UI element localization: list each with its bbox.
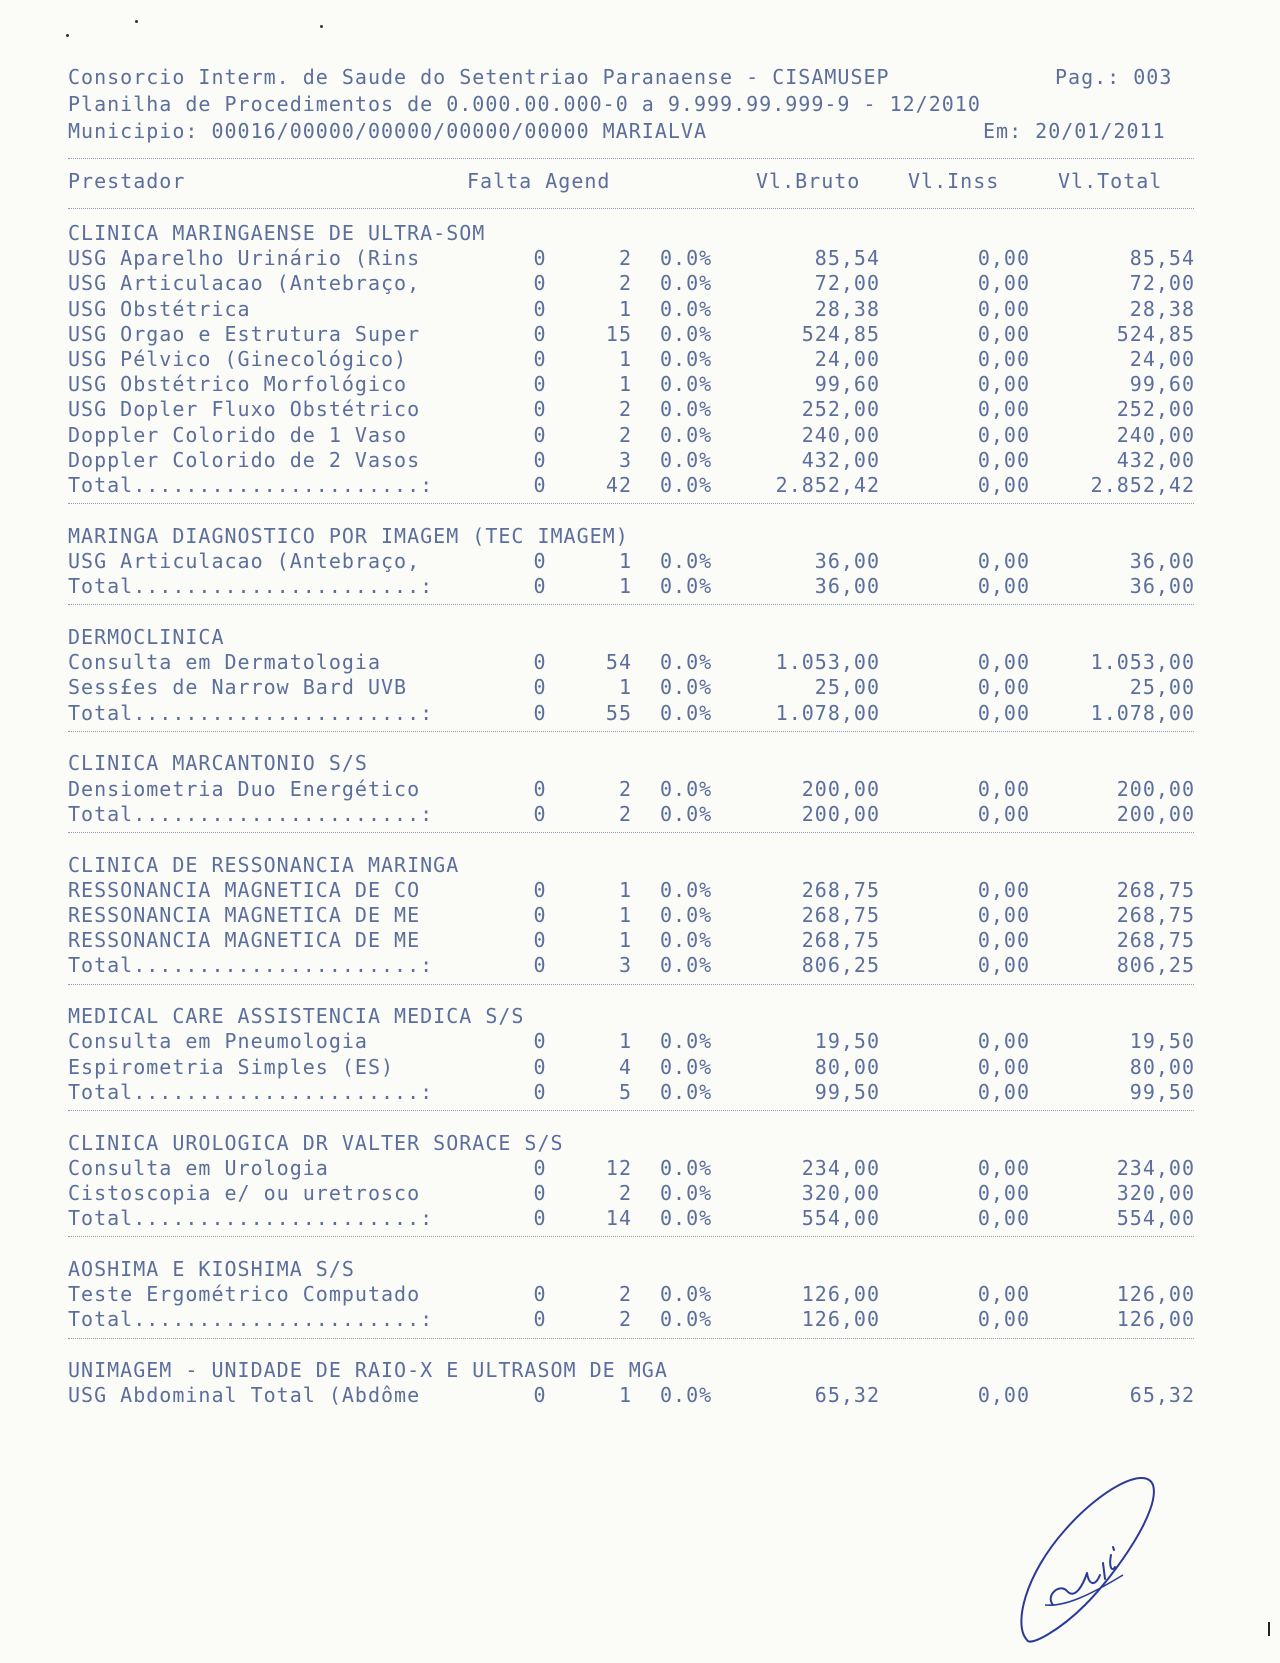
vl-bruto-value: 24,00 bbox=[814, 347, 880, 371]
percent-value: 0.0% bbox=[660, 447, 713, 472]
vl-total-value: 19,50 bbox=[1129, 1029, 1195, 1054]
falta-value: 0 bbox=[533, 372, 547, 397]
group-total-row bbox=[0, 472, 1280, 498]
procedure-row bbox=[0, 1155, 1280, 1181]
falta-value: 0 bbox=[533, 296, 547, 321]
agend-value: 3 bbox=[618, 953, 632, 978]
vl-bruto-value: 268,75 bbox=[801, 903, 880, 927]
vl-total-value: 240,00 bbox=[1116, 422, 1195, 447]
agend-value: 2 bbox=[618, 397, 632, 422]
agend-value: 55 bbox=[605, 700, 632, 725]
header-divider bbox=[68, 158, 1194, 159]
procedure-name: Espirometria Simples (ES) bbox=[68, 1054, 395, 1079]
agend-value: 1 bbox=[618, 877, 632, 902]
vl-total-value: 126,00 bbox=[1116, 1282, 1195, 1307]
vl-inss-value: 0,00 bbox=[977, 321, 1030, 346]
percent-value: 0.0% bbox=[660, 903, 713, 927]
percent-value: 0.0% bbox=[660, 1054, 713, 1079]
falta-value: 0 bbox=[533, 903, 547, 927]
group-divider bbox=[68, 1338, 1194, 1339]
vl-total-value: 252,00 bbox=[1116, 397, 1195, 422]
vl-inss-value: 0,00 bbox=[977, 675, 1030, 700]
falta-value: 0 bbox=[533, 271, 547, 296]
procedure-name: USG Abdominal Total (Abdôme bbox=[68, 1383, 421, 1408]
agend-value: 14 bbox=[605, 1206, 632, 1231]
percent-value: 0.0% bbox=[660, 397, 713, 422]
falta-value: 0 bbox=[533, 1307, 547, 1332]
procedure-name: Total......................: bbox=[68, 700, 434, 725]
agend-value: 1 bbox=[618, 347, 632, 371]
group-divider bbox=[68, 832, 1194, 833]
falta-value: 0 bbox=[533, 1029, 547, 1054]
falta-value: 0 bbox=[533, 549, 547, 573]
report-header-line2: Planilha de Procedimentos de 0.000.00.000-0 a 9.999.99.999-9 - 12/2010 bbox=[68, 92, 981, 116]
vl-inss-value: 0,00 bbox=[977, 549, 1030, 573]
provider-name: CLINICA UROLOGICA DR VALTER SORACE S/S bbox=[68, 1130, 564, 1155]
percent-value: 0.0% bbox=[660, 321, 713, 346]
group-total-row bbox=[0, 1079, 1280, 1105]
vl-inss-value: 0,00 bbox=[977, 296, 1030, 321]
vl-inss-value: 0,00 bbox=[977, 928, 1030, 953]
procedure-row bbox=[0, 877, 1280, 903]
column-header-vl-total: Vl.Total bbox=[1058, 169, 1163, 193]
vl-total-value: 65,32 bbox=[1129, 1383, 1195, 1408]
percent-value: 0.0% bbox=[660, 296, 713, 321]
agend-value: 2 bbox=[618, 271, 632, 296]
falta-value: 0 bbox=[533, 1054, 547, 1079]
agend-value: 1 bbox=[618, 574, 632, 599]
vl-bruto-value: 65,32 bbox=[814, 1383, 880, 1408]
vl-total-value: 320,00 bbox=[1116, 1181, 1195, 1205]
vl-total-value: 1.053,00 bbox=[1090, 650, 1195, 675]
group-divider bbox=[68, 1110, 1194, 1111]
column-header-prestador: Prestador bbox=[68, 169, 186, 193]
procedure-row bbox=[0, 927, 1280, 953]
vl-total-value: 234,00 bbox=[1116, 1155, 1195, 1180]
falta-value: 0 bbox=[533, 1282, 547, 1307]
vl-total-value: 99,50 bbox=[1129, 1079, 1195, 1104]
handwritten-signature bbox=[1005, 1455, 1165, 1655]
vl-inss-value: 0,00 bbox=[977, 953, 1030, 978]
vl-total-value: 1.078,00 bbox=[1090, 700, 1195, 725]
procedure-row bbox=[0, 346, 1280, 372]
vl-bruto-value: 1.053,00 bbox=[775, 650, 880, 675]
percent-value: 0.0% bbox=[660, 347, 713, 371]
percent-value: 0.0% bbox=[660, 700, 713, 725]
falta-value: 0 bbox=[533, 397, 547, 422]
agend-value: 1 bbox=[618, 675, 632, 700]
falta-value: 0 bbox=[533, 700, 547, 725]
vl-total-value: 432,00 bbox=[1116, 447, 1195, 472]
procedure-name: USG Articulacao (Antebraço, bbox=[68, 271, 421, 296]
group-divider bbox=[68, 984, 1194, 985]
falta-value: 0 bbox=[533, 1155, 547, 1180]
provider-name: CLINICA MARINGAENSE DE ULTRA-SOM bbox=[68, 221, 486, 245]
procedure-name: USG Dopler Fluxo Obstétrico bbox=[68, 397, 421, 422]
procedure-row bbox=[0, 371, 1280, 397]
agend-value: 5 bbox=[618, 1079, 632, 1104]
vl-bruto-value: 25,00 bbox=[814, 675, 880, 700]
group-divider bbox=[68, 731, 1194, 732]
vl-bruto-value: 432,00 bbox=[801, 447, 880, 472]
vl-inss-value: 0,00 bbox=[977, 271, 1030, 296]
vl-bruto-value: 200,00 bbox=[801, 776, 880, 801]
group-total-row bbox=[0, 952, 1280, 978]
procedure-name: Total......................: bbox=[68, 1079, 434, 1104]
vl-total-value: 36,00 bbox=[1129, 549, 1195, 573]
vl-inss-value: 0,00 bbox=[977, 877, 1030, 902]
procedure-row bbox=[0, 776, 1280, 802]
agend-value: 1 bbox=[618, 1029, 632, 1054]
scan-speck bbox=[135, 20, 138, 23]
group-divider bbox=[68, 1236, 1194, 1237]
agend-value: 1 bbox=[618, 549, 632, 573]
procedure-name: Total......................: bbox=[68, 953, 434, 978]
procedure-row bbox=[0, 447, 1280, 473]
percent-value: 0.0% bbox=[660, 372, 713, 397]
percent-value: 0.0% bbox=[660, 650, 713, 675]
group-total-row bbox=[0, 700, 1280, 726]
falta-value: 0 bbox=[533, 650, 547, 675]
vl-inss-value: 0,00 bbox=[977, 473, 1030, 497]
percent-value: 0.0% bbox=[660, 1155, 713, 1180]
vl-bruto-value: 268,75 bbox=[801, 877, 880, 902]
vl-bruto-value: 320,00 bbox=[801, 1181, 880, 1205]
vl-bruto-value: 1.078,00 bbox=[775, 700, 880, 725]
procedure-row bbox=[0, 1028, 1280, 1054]
procedure-row bbox=[0, 1382, 1280, 1408]
procedure-name: Cistoscopia e/ ou uretrosco bbox=[68, 1181, 421, 1205]
percent-value: 0.0% bbox=[660, 1383, 713, 1408]
report-date: Em: 20/01/2011 bbox=[983, 119, 1166, 143]
percent-value: 0.0% bbox=[660, 246, 713, 271]
agend-value: 2 bbox=[618, 1181, 632, 1205]
agend-value: 2 bbox=[618, 246, 632, 271]
vl-total-value: 24,00 bbox=[1129, 347, 1195, 371]
agend-value: 2 bbox=[618, 776, 632, 801]
procedure-name: USG Obstétrico Morfológico bbox=[68, 372, 408, 397]
procedure-row bbox=[0, 548, 1280, 574]
procedure-row bbox=[0, 902, 1280, 928]
page-number: Pag.: 003 bbox=[1055, 65, 1173, 89]
vl-total-value: 25,00 bbox=[1129, 675, 1195, 700]
agend-value: 2 bbox=[618, 1307, 632, 1332]
procedure-name: Doppler Colorido de 2 Vasos bbox=[68, 447, 421, 472]
vl-inss-value: 0,00 bbox=[977, 776, 1030, 801]
procedure-name: Total......................: bbox=[68, 1307, 434, 1332]
percent-value: 0.0% bbox=[660, 271, 713, 296]
vl-total-value: 200,00 bbox=[1116, 776, 1195, 801]
percent-value: 0.0% bbox=[660, 776, 713, 801]
procedure-row bbox=[0, 296, 1280, 322]
procedure-name: Total......................: bbox=[68, 574, 434, 599]
falta-value: 0 bbox=[533, 246, 547, 271]
vl-inss-value: 0,00 bbox=[977, 372, 1030, 397]
percent-value: 0.0% bbox=[660, 928, 713, 953]
provider-name: DERMOCLINICA bbox=[68, 625, 225, 649]
vl-total-value: 268,75 bbox=[1116, 903, 1195, 927]
falta-value: 0 bbox=[533, 776, 547, 801]
vl-bruto-value: 126,00 bbox=[801, 1307, 880, 1332]
procedure-name: RESSONANCIA MAGNETICA DE ME bbox=[68, 928, 421, 953]
procedure-name: Doppler Colorido de 1 Vaso bbox=[68, 422, 408, 447]
agend-value: 1 bbox=[618, 1383, 632, 1408]
agend-value: 42 bbox=[605, 473, 632, 497]
scan-speck bbox=[66, 34, 69, 37]
vl-total-value: 72,00 bbox=[1129, 271, 1195, 296]
vl-total-value: 36,00 bbox=[1129, 574, 1195, 599]
falta-value: 0 bbox=[533, 347, 547, 371]
procedure-name: USG Pélvico (Ginecológico) bbox=[68, 347, 408, 371]
agend-value: 1 bbox=[618, 928, 632, 953]
provider-name: AOSHIMA E KIOSHIMA S/S bbox=[68, 1257, 355, 1281]
vl-bruto-value: 28,38 bbox=[814, 296, 880, 321]
vl-inss-value: 0,00 bbox=[977, 1155, 1030, 1180]
vl-bruto-value: 554,00 bbox=[801, 1206, 880, 1231]
provider-name: MEDICAL CARE ASSISTENCIA MEDICA S/S bbox=[68, 1004, 525, 1029]
report-header-municipio: Municipio: 00016/00000/00000/00000/00000 MARIALVA bbox=[68, 119, 708, 143]
procedure-name: RESSONANCIA MAGNETICA DE CO bbox=[68, 877, 421, 902]
procedure-name: Consulta em Urologia bbox=[68, 1155, 329, 1180]
column-header-vl-bruto: Vl.Bruto bbox=[756, 169, 861, 193]
falta-value: 0 bbox=[533, 447, 547, 472]
percent-value: 0.0% bbox=[660, 1029, 713, 1054]
vl-bruto-value: 19,50 bbox=[814, 1029, 880, 1054]
vl-inss-value: 0,00 bbox=[977, 1307, 1030, 1332]
agend-value: 15 bbox=[605, 321, 632, 346]
procedure-row bbox=[0, 1054, 1280, 1080]
group-total-row bbox=[0, 573, 1280, 599]
vl-inss-value: 0,00 bbox=[977, 1054, 1030, 1079]
vl-inss-value: 0,00 bbox=[977, 422, 1030, 447]
procedure-name: Teste Ergométrico Computado bbox=[68, 1282, 421, 1307]
percent-value: 0.0% bbox=[660, 1206, 713, 1231]
vl-inss-value: 0,00 bbox=[977, 1181, 1030, 1205]
group-divider bbox=[68, 503, 1194, 504]
falta-value: 0 bbox=[533, 1383, 547, 1408]
vl-total-value: 28,38 bbox=[1129, 296, 1195, 321]
falta-value: 0 bbox=[533, 574, 547, 599]
procedure-name: Total......................: bbox=[68, 473, 434, 497]
agend-value: 1 bbox=[618, 903, 632, 927]
vl-bruto-value: 72,00 bbox=[814, 271, 880, 296]
procedure-name: Sess£es de Narrow Bard UVB bbox=[68, 675, 408, 700]
group-divider bbox=[68, 604, 1194, 605]
vl-inss-value: 0,00 bbox=[977, 1206, 1030, 1231]
agend-value: 2 bbox=[618, 801, 632, 826]
vl-bruto-value: 80,00 bbox=[814, 1054, 880, 1079]
procedure-name: USG Articulacao (Antebraço, bbox=[68, 549, 421, 573]
procedure-row bbox=[0, 649, 1280, 675]
vl-total-value: 268,75 bbox=[1116, 928, 1195, 953]
vl-inss-value: 0,00 bbox=[977, 801, 1030, 826]
falta-value: 0 bbox=[533, 1181, 547, 1205]
falta-value: 0 bbox=[533, 928, 547, 953]
percent-value: 0.0% bbox=[660, 1307, 713, 1332]
vl-inss-value: 0,00 bbox=[977, 574, 1030, 599]
procedure-row bbox=[0, 1281, 1280, 1307]
group-total-row bbox=[0, 1306, 1280, 1332]
provider-name: CLINICA DE RESSONANCIA MARINGA bbox=[68, 852, 460, 877]
vl-total-value: 554,00 bbox=[1116, 1206, 1195, 1231]
vl-bruto-value: 85,54 bbox=[814, 246, 880, 271]
procedure-row bbox=[0, 396, 1280, 422]
procedure-name: Total......................: bbox=[68, 801, 434, 826]
vl-inss-value: 0,00 bbox=[977, 700, 1030, 725]
falta-value: 0 bbox=[533, 801, 547, 826]
falta-value: 0 bbox=[533, 473, 547, 497]
vl-total-value: 806,25 bbox=[1116, 953, 1195, 978]
agend-value: 4 bbox=[618, 1054, 632, 1079]
percent-value: 0.0% bbox=[660, 1079, 713, 1104]
agend-value: 3 bbox=[618, 447, 632, 472]
vl-inss-value: 0,00 bbox=[977, 397, 1030, 422]
falta-value: 0 bbox=[533, 1206, 547, 1231]
report-header-line1: Consorcio Interm. de Saude do Setentriao Paranaense - CISAMUSEP bbox=[68, 65, 890, 89]
vl-total-value: 2.852,42 bbox=[1090, 473, 1195, 497]
vl-bruto-value: 234,00 bbox=[801, 1155, 880, 1180]
column-header-falta-agend: Falta Agend bbox=[467, 169, 611, 193]
vl-bruto-value: 268,75 bbox=[801, 928, 880, 953]
vl-total-value: 268,75 bbox=[1116, 877, 1195, 902]
agend-value: 2 bbox=[618, 1282, 632, 1307]
vl-total-value: 126,00 bbox=[1116, 1307, 1195, 1332]
percent-value: 0.0% bbox=[660, 422, 713, 447]
vl-total-value: 200,00 bbox=[1116, 801, 1195, 826]
percent-value: 0.0% bbox=[660, 1181, 713, 1205]
falta-value: 0 bbox=[533, 321, 547, 346]
vl-total-value: 85,54 bbox=[1129, 246, 1195, 271]
vl-inss-value: 0,00 bbox=[977, 1383, 1030, 1408]
vl-inss-value: 0,00 bbox=[977, 903, 1030, 927]
vl-inss-value: 0,00 bbox=[977, 1282, 1030, 1307]
procedure-name: Consulta em Dermatologia bbox=[68, 650, 381, 675]
agend-value: 1 bbox=[618, 372, 632, 397]
provider-name: CLINICA MARCANTONIO S/S bbox=[68, 751, 368, 776]
column-header-divider bbox=[68, 208, 1194, 209]
percent-value: 0.0% bbox=[660, 953, 713, 978]
vl-inss-value: 0,00 bbox=[977, 447, 1030, 472]
vl-inss-value: 0,00 bbox=[977, 1029, 1030, 1054]
procedure-name: USG Obstétrica bbox=[68, 296, 251, 321]
vl-bruto-value: 36,00 bbox=[814, 574, 880, 599]
procedure-name: Densiometria Duo Energético bbox=[68, 776, 421, 801]
vl-inss-value: 0,00 bbox=[977, 347, 1030, 371]
agend-value: 12 bbox=[605, 1155, 632, 1180]
procedure-row bbox=[0, 270, 1280, 296]
scan-speck bbox=[320, 25, 323, 28]
percent-value: 0.0% bbox=[660, 1282, 713, 1307]
procedure-row bbox=[0, 674, 1280, 700]
falta-value: 0 bbox=[533, 675, 547, 700]
falta-value: 0 bbox=[533, 877, 547, 902]
percent-value: 0.0% bbox=[660, 877, 713, 902]
percent-value: 0.0% bbox=[660, 801, 713, 826]
procedure-row bbox=[0, 1180, 1280, 1206]
vl-bruto-value: 240,00 bbox=[801, 422, 880, 447]
agend-value: 2 bbox=[618, 422, 632, 447]
procedure-name: Consulta em Pneumologia bbox=[68, 1029, 368, 1054]
procedure-name: USG Aparelho Urinário (Rins bbox=[68, 246, 421, 271]
vl-inss-value: 0,00 bbox=[977, 1079, 1030, 1104]
vl-bruto-value: 252,00 bbox=[801, 397, 880, 422]
vl-bruto-value: 99,50 bbox=[814, 1079, 880, 1104]
procedure-name: USG Orgao e Estrutura Super bbox=[68, 321, 421, 346]
vl-bruto-value: 524,85 bbox=[801, 321, 880, 346]
percent-value: 0.0% bbox=[660, 574, 713, 599]
falta-value: 0 bbox=[533, 422, 547, 447]
procedure-row bbox=[0, 245, 1280, 271]
vl-total-value: 524,85 bbox=[1116, 321, 1195, 346]
percent-value: 0.0% bbox=[660, 549, 713, 573]
vl-inss-value: 0,00 bbox=[977, 650, 1030, 675]
agend-value: 54 bbox=[605, 650, 632, 675]
percent-value: 0.0% bbox=[660, 675, 713, 700]
percent-value: 0.0% bbox=[660, 473, 713, 497]
vl-bruto-value: 806,25 bbox=[801, 953, 880, 978]
vl-bruto-value: 99,60 bbox=[814, 372, 880, 397]
vl-bruto-value: 126,00 bbox=[801, 1282, 880, 1307]
falta-value: 0 bbox=[533, 953, 547, 978]
procedure-row bbox=[0, 422, 1280, 448]
procedure-name: Total......................: bbox=[68, 1206, 434, 1231]
group-total-row bbox=[0, 1205, 1280, 1231]
provider-name: MARINGA DIAGNOSTICO POR IMAGEM (TEC IMAGEM) bbox=[68, 523, 629, 548]
procedure-name: RESSONANCIA MAGNETICA DE ME bbox=[68, 903, 421, 927]
vl-bruto-value: 200,00 bbox=[801, 801, 880, 826]
scan-edge-mark bbox=[1268, 1622, 1270, 1636]
group-total-row bbox=[0, 801, 1280, 827]
procedure-row bbox=[0, 321, 1280, 347]
vl-bruto-value: 2.852,42 bbox=[775, 473, 880, 497]
falta-value: 0 bbox=[533, 1079, 547, 1104]
provider-name: UNIMAGEM - UNIDADE DE RAIO-X E ULTRASOM DE MGA bbox=[68, 1358, 668, 1383]
column-header-vl-inss: Vl.Inss bbox=[908, 169, 1000, 193]
agend-value: 1 bbox=[618, 296, 632, 321]
vl-inss-value: 0,00 bbox=[977, 246, 1030, 271]
vl-total-value: 99,60 bbox=[1129, 372, 1195, 397]
vl-total-value: 80,00 bbox=[1129, 1054, 1195, 1079]
vl-bruto-value: 36,00 bbox=[814, 549, 880, 573]
